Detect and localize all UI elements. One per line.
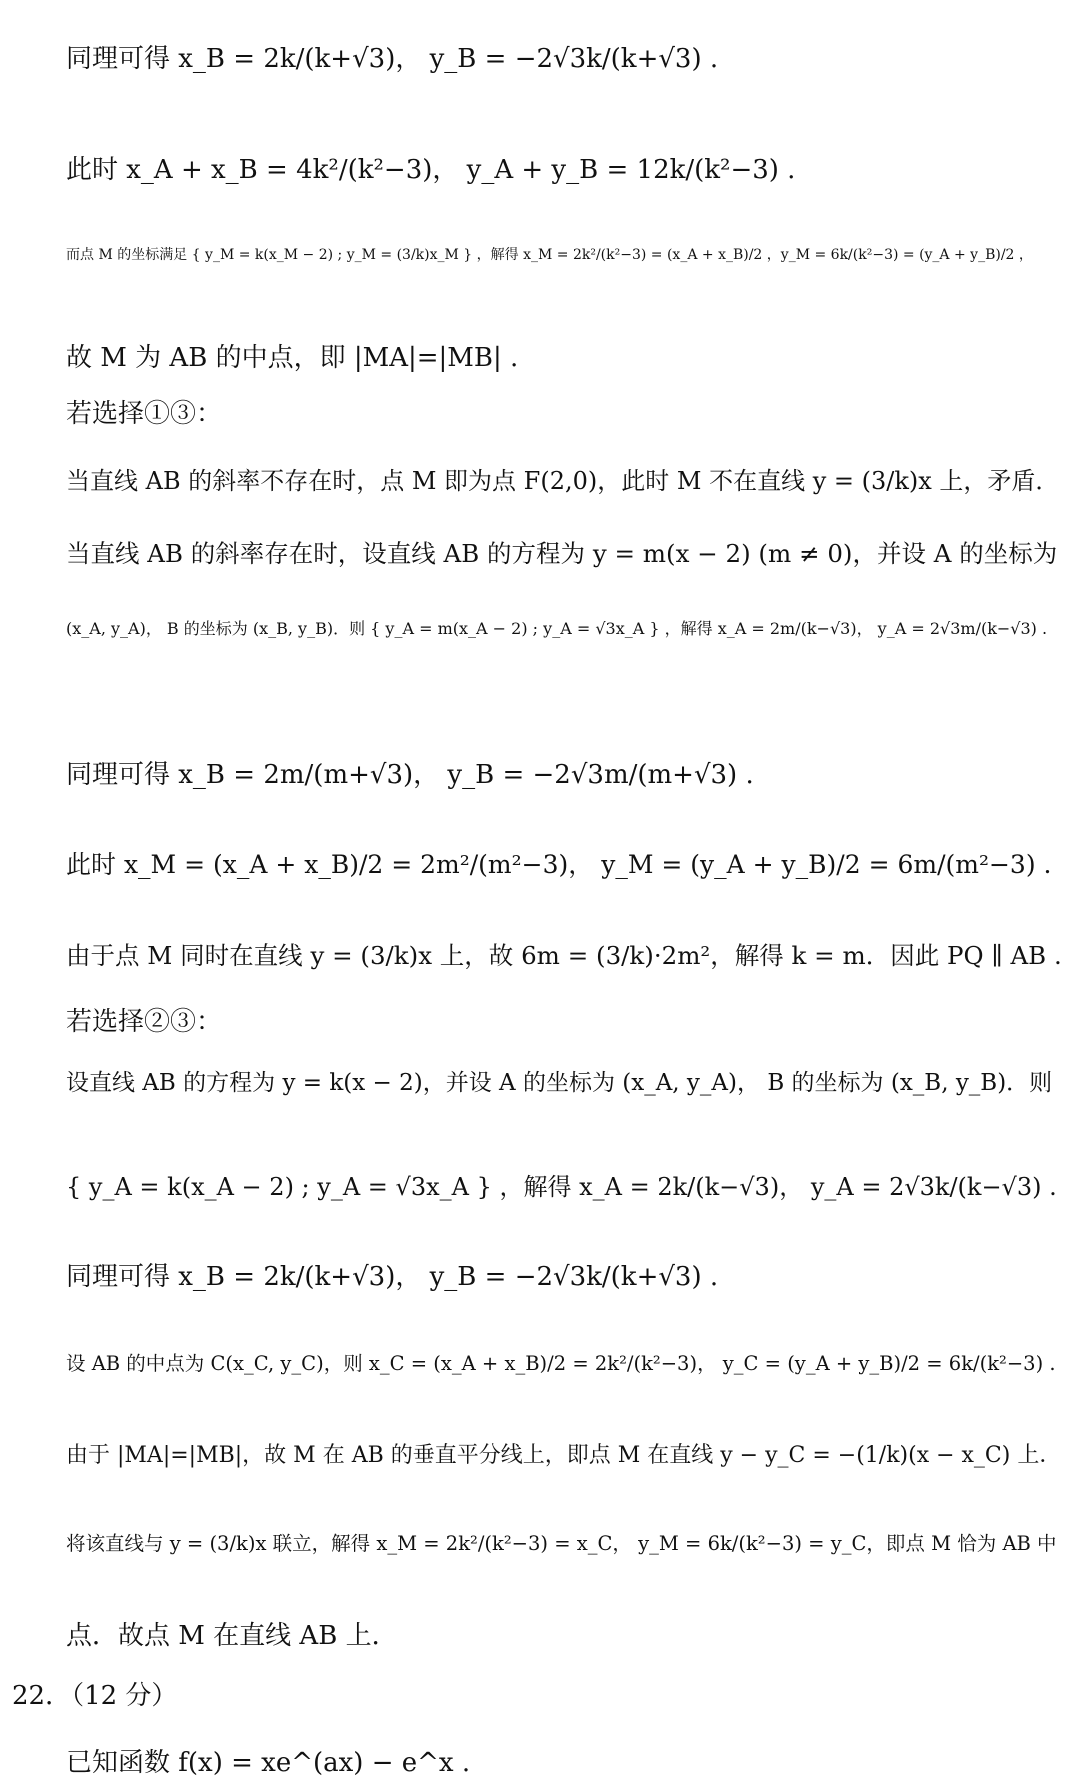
text-line: 同理可得 x_B = 2k/(k+√3)， y_B = −2√3k/(k+√3) . [66, 44, 719, 74]
problem-number: 22．（12 分） [12, 1681, 178, 1711]
text-line: 由于 |MA|=|MB|，故 M 在 AB 的垂直平分线上，即点 M 在直线 y − y_C = −(1/k)(x − x_C) 上． [66, 1443, 1062, 1468]
section-heading: 若选择①③： [66, 399, 223, 429]
text-line: (x_A, y_A)， B 的坐标为 (x_B, y_B)．则 { y_A = m(x_A − 2) ; y_A = √3x_A } ，解得 x_A = 2m/(k−√3)， y_A = 2√3m/(k−√3) . [66, 619, 1048, 638]
text-line: 同理可得 x_B = 2m/(m+√3)， y_B = −2√3m/(m+√3) . [66, 760, 754, 790]
text-line: 将该直线与 y = (3/k)x 联立，解得 x_M = 2k²/(k²−3) = x_C， y_M = 6k/(k²−3) = y_C，即点 M 恰为 AB 中 [66, 1532, 1057, 1555]
text-line: { y_A = k(x_A − 2) ; y_A = √3x_A } ，解得 x_A = 2k/(k−√3)， y_A = 2√3k/(k−√3) . [66, 1173, 1057, 1201]
text-line: 设直线 AB 的方程为 y = k(x − 2)，并设 A 的坐标为 (x_A, y_A)， B 的坐标为 (x_B, y_B)．则 [66, 1070, 1053, 1096]
text-line: 当直线 AB 的斜率存在时，设直线 AB 的方程为 y = m(x − 2) (m ≠ 0)，并设 A 的坐标为 [66, 539, 1058, 568]
text-line: 点．故点 M 在直线 AB 上． [66, 1621, 398, 1651]
problem-statement: 已知函数 f(x) = xe^(ax) − e^x . [66, 1748, 471, 1778]
text-line: 同理可得 x_B = 2k/(k+√3)， y_B = −2√3k/(k+√3) . [66, 1262, 719, 1292]
text-line: 此时 x_M = (x_A + x_B)/2 = 2m²/(m²−3)， y_M = (y_A + y_B)/2 = 6m/(m²−3) . [66, 850, 1052, 879]
text-line: 此时 x_A + x_B = 4k²/(k²−3)， y_A + y_B = 12k/(k²−3) . [66, 155, 796, 185]
text-line: 故 M 为 AB 的中点，即 |MA|=|MB| . [66, 343, 519, 373]
text-line: 而点 M 的坐标满足 { y_M = k(x_M − 2) ; y_M = (3/k)x_M } ，解得 x_M = 2k²/(k²−3) = (x_A + x_B)/2 ，y_M = 6k/(k²−3) = (y_A + y_B)/2 ， [66, 247, 1033, 263]
text-line: 设 AB 的中点为 C(x_C, y_C)，则 x_C = (x_A + x_B)/2 = 2k²/(k²−3)， y_C = (y_A + y_B)/2 = 6k/(k²−3) . [66, 1352, 1056, 1375]
text-line: 由于点 M 同时在直线 y = (3/k)x 上，故 6m = (3/k)·2m²，解得 k = m．因此 PQ ∥ AB . [66, 941, 1062, 970]
text-line: 当直线 AB 的斜率不存在时，点 M 即为点 F(2,0)，此时 M 不在直线 y = (3/k)x 上，矛盾． [66, 467, 1060, 495]
section-heading: 若选择②③： [66, 1007, 223, 1037]
